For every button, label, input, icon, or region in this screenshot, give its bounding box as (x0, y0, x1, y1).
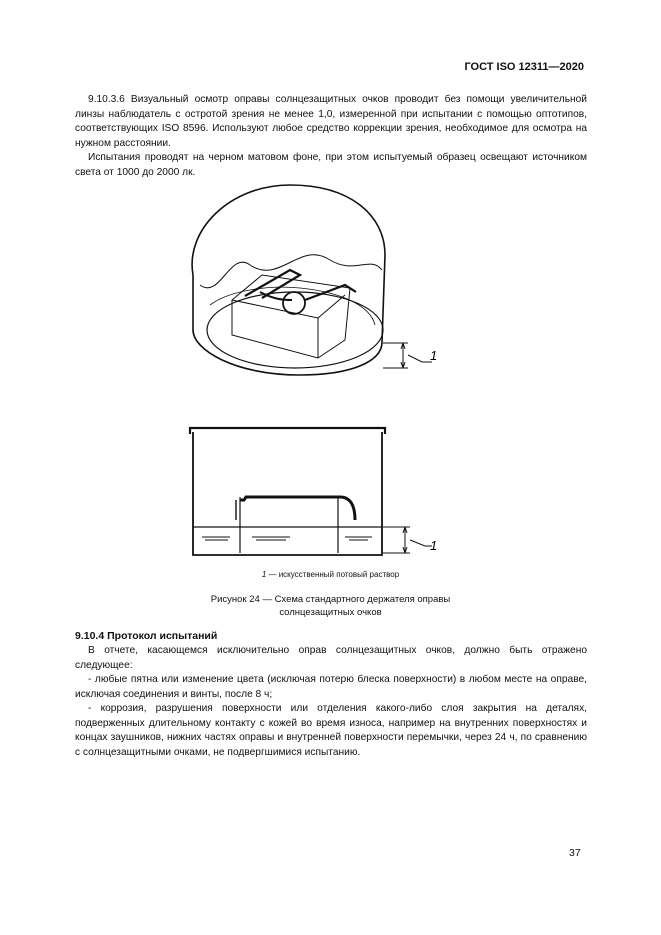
list-item-stains: - любые пятна или изменение цвета (исключая потерю блеска поверхности) в любом месте на оправе, исключая соединения и винты, после 8 ч; (75, 674, 587, 700)
figure-caption-line2: солнцезащитных очков (279, 607, 382, 618)
figure-label-bottom: 1 (430, 538, 438, 553)
figure-label-top: 1 (430, 348, 438, 363)
page-number: 37 (569, 847, 581, 859)
list-item-corrosion: - коррозия, разрушения поверхности или отделения какого-либо слоя закрытия на деталях, подверженных длительному контакту с кожей во время износа, например на внутренних поверхностях и концах заушников, нижних частях оправы и внутренней поверхности перемычки, через 24 ч, по сравнению с солнцезащитными очками, не подвергшимися испытанию. (75, 703, 587, 758)
legend-text: — искусственный потовый раствор (266, 570, 400, 579)
container-isometric-view (192, 185, 432, 375)
document-header: ГОСТ ISO 12311—2020 (464, 61, 584, 73)
figure-legend (0, 570, 661, 579)
legend-key: 1 (261, 570, 267, 579)
figure-caption-line1: Рисунок 24 — Схема стандартного держателя оправы (210, 594, 451, 605)
section-heading: 9.10.4 Протокол испытаний (75, 630, 218, 642)
paragraph-visual-inspection: 9.10.3.6 Визуальный осмотр оправы солнцезащитных очков проводит без помощи увеличительной линзы наблюдатель с остротой зрения не менее 1,0, измеренной при испытании с помощью оптотипов, соответствующих ISO 8596. Используют любое средство коррекции зрения, необходимое для осмотра на нужном расстоянии. (75, 94, 587, 149)
paragraph-test-conditions: Испытания проводят на черном матовом фоне, при этом испытуемый образец освещают источником света от 1000 до 2000 лк. (75, 152, 587, 178)
section-paragraph: В отчете, касающемся исключительно оправ солнцезащитных очков, должно быть отражено следующее: (75, 645, 587, 671)
figure-caption (0, 593, 661, 619)
container-side-view (190, 428, 432, 555)
